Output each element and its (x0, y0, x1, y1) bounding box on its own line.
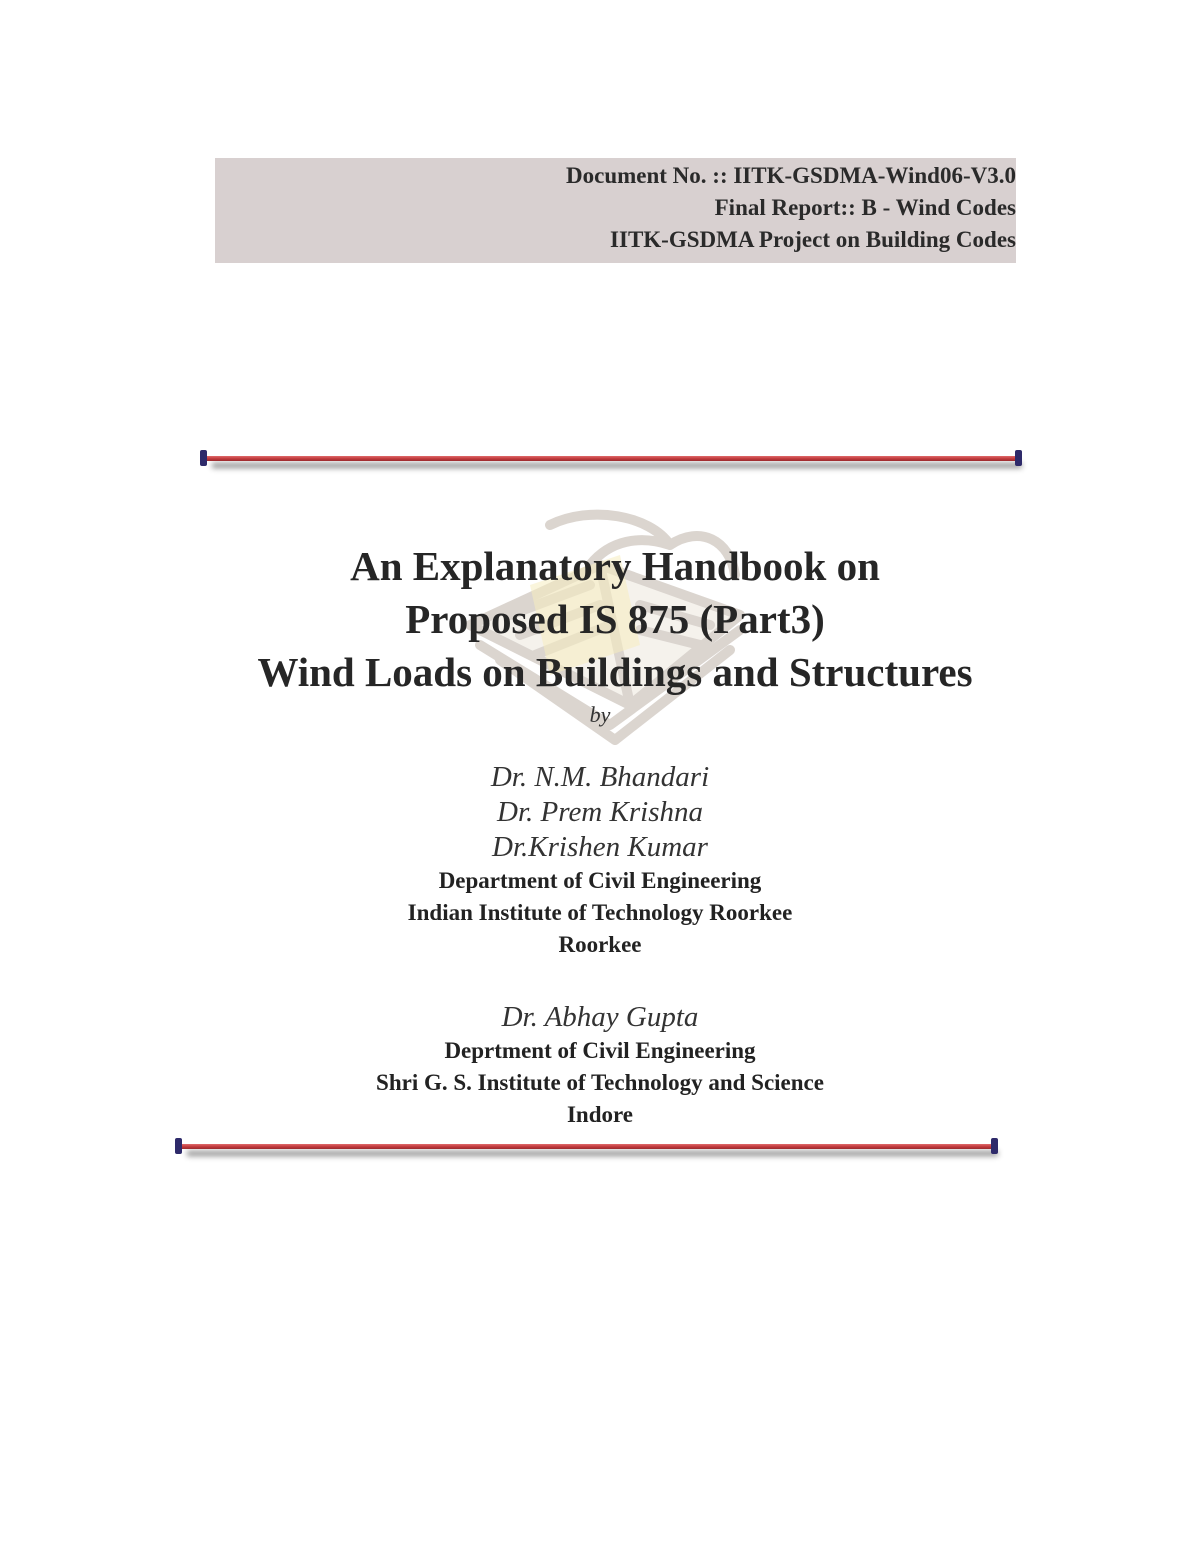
handbook-title (160, 540, 1070, 699)
affiliation-line: Indore (566, 1102, 634, 1127)
affiliation-line: Deprtment of Civil Engineering (444, 1038, 756, 1063)
author-name: Dr. Prem Krishna (497, 796, 703, 828)
author-name: Dr. Abhay Gupta (501, 1001, 699, 1033)
project-label: IITK-GSDMA Project on Building Codes (610, 227, 1016, 252)
affiliation-line: Department of Civil Engineering (438, 868, 762, 893)
author-group-sgsits-indore (0, 1000, 1200, 1131)
author-name: Dr. N.M. Bhandari (490, 761, 710, 793)
title-line-3: Wind Loads on Buildings and Structures (257, 649, 973, 695)
author-name: Dr.Krishen Kumar (492, 831, 708, 863)
title-line-1: An Explanatory Handbook on (350, 543, 880, 589)
top-divider-rule (200, 454, 1022, 464)
affiliation-line: Indian Institute of Technology Roorkee (407, 900, 793, 925)
bottom-divider-rule (175, 1142, 998, 1152)
document-header-box (215, 158, 1016, 263)
by-label: by (589, 702, 611, 727)
author-group-iit-roorkee (0, 760, 1200, 961)
document-number: Document No. :: IITK-GSDMA-Wind06-V3.0 (566, 163, 1016, 188)
title-line-2: Proposed IS 875 (Part3) (405, 596, 825, 642)
report-label: Final Report:: B - Wind Codes (714, 195, 1016, 220)
affiliation-line: Shri G. S. Institute of Technology and Science (376, 1070, 824, 1095)
affiliation-line: Roorkee (558, 932, 642, 957)
